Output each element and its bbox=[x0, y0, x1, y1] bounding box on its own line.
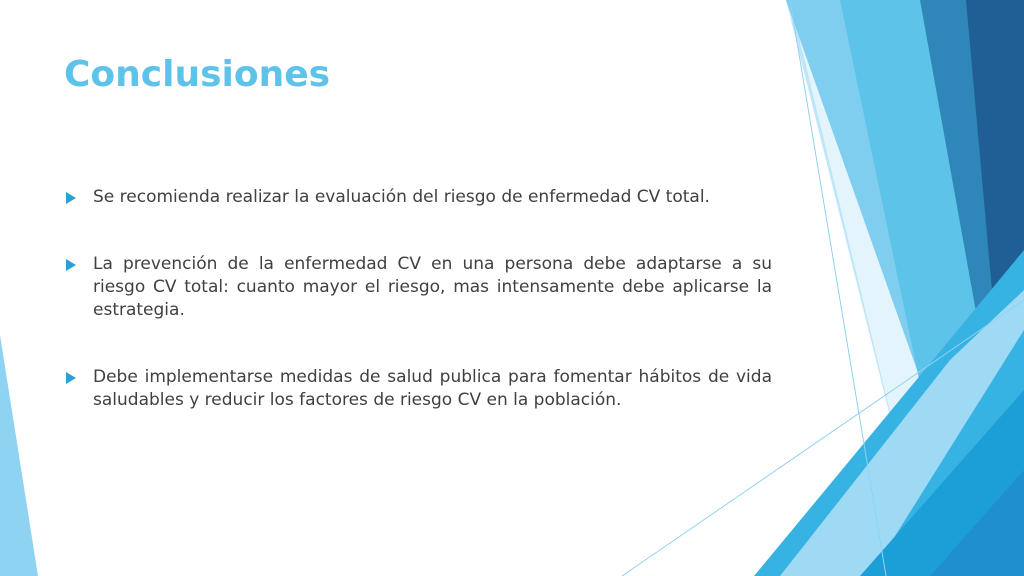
left-triangle-shape bbox=[0, 335, 38, 576]
bullet-text: Debe implementarse medidas de salud publica para fomentar hábitos de vida saludables y reducir los factores de riesgo CV en la población. bbox=[93, 367, 772, 410]
bullet-item bbox=[64, 253, 772, 322]
triangle-arrow-right-icon bbox=[66, 259, 76, 271]
triangle-arrow-right-icon bbox=[66, 372, 76, 384]
bullet-text: Se recomienda realizar la evaluación del riesgo de enfermedad CV total. bbox=[93, 187, 710, 207]
slide-title: Conclusiones bbox=[64, 54, 331, 95]
bullet-text: La prevención de la enfermedad CV en una persona debe adaptarse a su riesgo CV total: cuanto mayor el riesgo, mas intensamente debe aplicarse la estrategia. bbox=[93, 254, 772, 320]
bullet-item bbox=[64, 186, 772, 209]
triangle-arrow-right-icon bbox=[66, 192, 76, 204]
bullet-list bbox=[64, 186, 772, 412]
bullet-item bbox=[64, 366, 772, 412]
